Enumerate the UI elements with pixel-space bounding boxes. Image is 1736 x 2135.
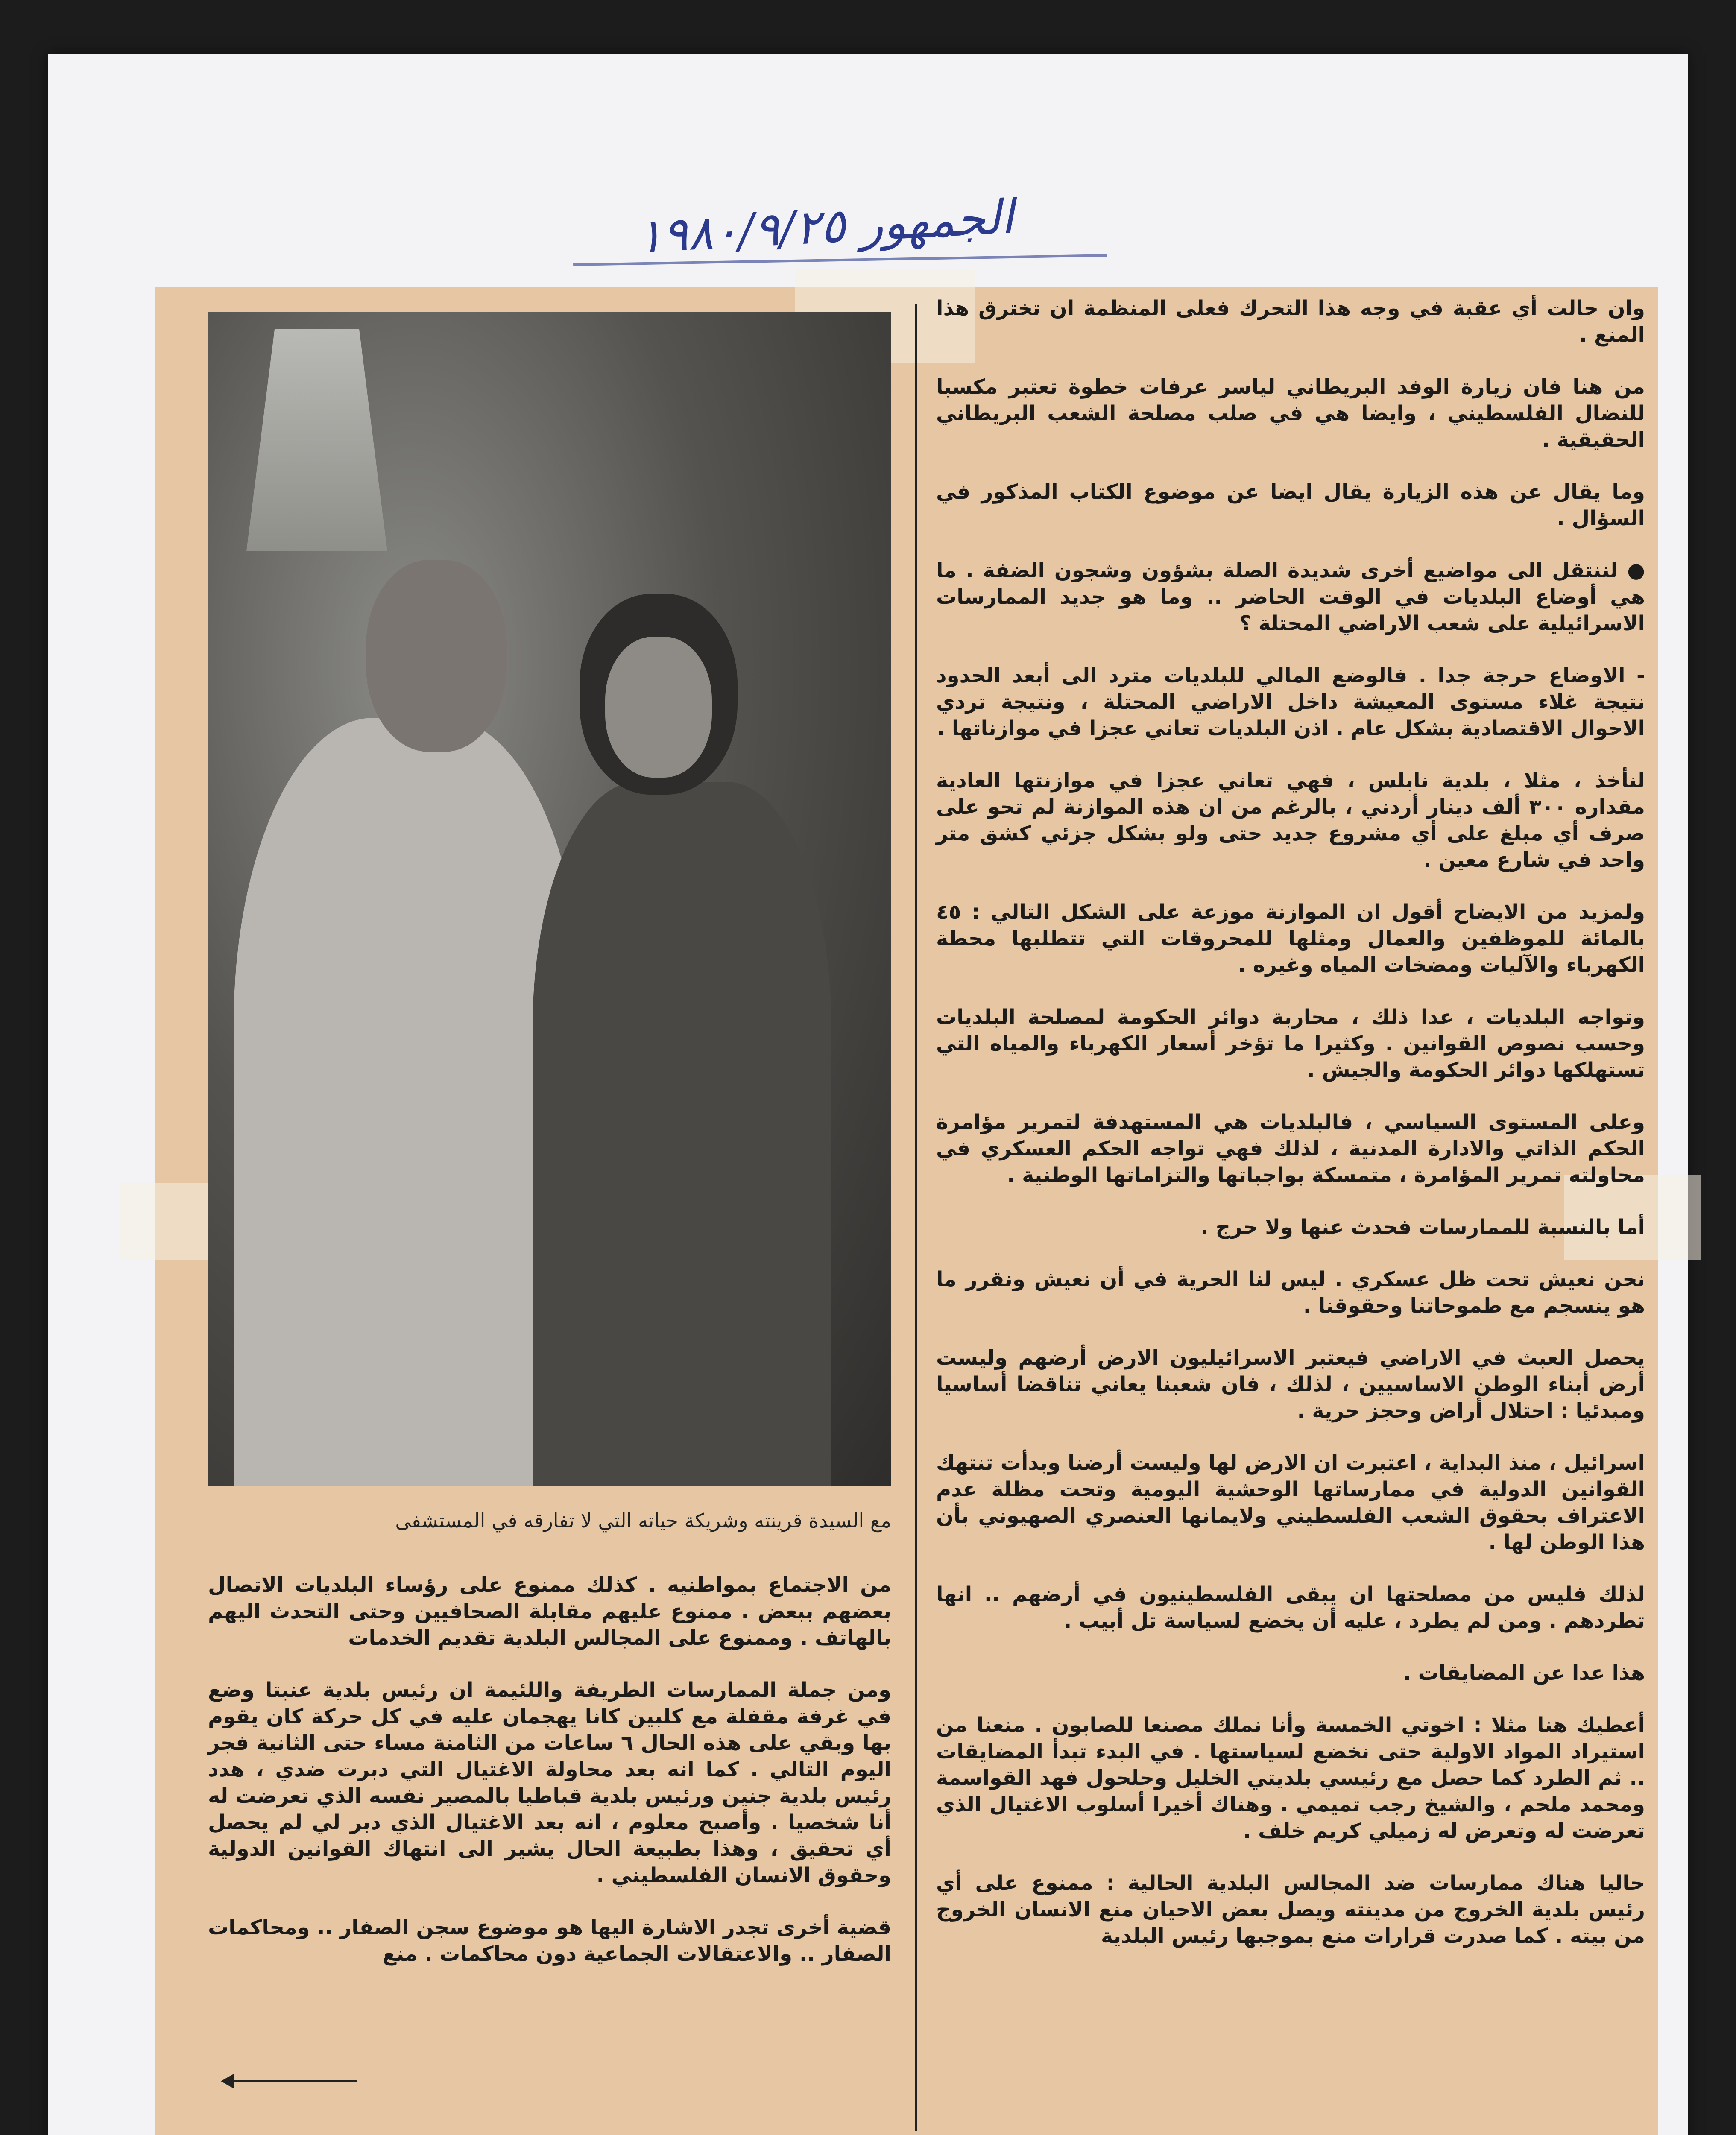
- woman-figure: [533, 782, 831, 1486]
- paragraph: لذلك فليس من مصلحتها ان يبقى الفلسطينيون في أرضهم .. انها تطردهم . ومن لم يطرد ، عليه أن يخضع لسياسة تل أبيب .: [936, 1582, 1645, 1633]
- paragraph: من الاجتماع بمواطنيه . كذلك ممنوع على رؤساء البلديات الاتصال بعضهم ببعض . ممنوع عليهم مقابلة الصحافيين وحتى التحدث اليهم بالهاتف . وممنوع على المجالس البلدية تقديم الخدمات: [208, 1573, 891, 1650]
- article-left-column: [208, 1572, 891, 1993]
- paragraph: قضية أخرى تجدر الاشارة اليها هو موضوع سجن الصفار .. ومحاكمات الصفار .. والاعتقالات الجماعية دون محاكمات . منع: [208, 1916, 891, 1966]
- woman-face: [605, 637, 712, 778]
- newspaper-clipping: [155, 287, 1658, 2135]
- paragraph: هذا عدا عن المضايقات .: [1403, 1661, 1645, 1685]
- column-divider: [915, 304, 917, 2131]
- paragraph: وتواجه البلديات ، عدا ذلك ، محاربة دوائر الحكومة لمصلحة البلديات وحسب نصوص القوانين . وكثيرا ما تؤخر أسعار الكهرباء والمياه التي تستهلكها دوائر الحكومة والجيش .: [936, 1005, 1645, 1082]
- man-figure: [234, 718, 584, 1486]
- archive-sheet: [48, 54, 1688, 2135]
- continue-arrow-icon: [229, 2080, 357, 2082]
- paragraph: لنأخذ ، مثلا ، بلدية نابلس ، فهي تعاني عجزا في موازنتها العادية مقداره ٣٠٠ ألف دينار أردني ، بالرغم من ان هذه الموازنة لم تحو على صرف أي مبلغ على أي مشروع جديد حتى ولو بشكل جزئي كشق متر واحد في شارع معين .: [936, 769, 1645, 872]
- paragraph: وان حالت أي عقبة في وجه هذا التحرك فعلى المنظمة ان تخترق هذا المنع .: [936, 296, 1645, 347]
- paragraph: ومن جملة الممارسات الطريفة واللئيمة ان رئيس بلدية عنبتا وضع في غرفة مقفلة مع كلبين كانا يهجمان عليه في كل حركة كان يقوم بها وبقي على هذه الحال ٦ ساعات من الثامنة مساء حتى الثانية فجر اليوم التالي . كما انه بعد محاولة الاغتيال التي دبرت ضدي ، هدد رئيس بلدية جنين ورئيس بلدية قباطيا بالمصير نفسه الذي تعرضت له أنا شخصيا . وأصبح معلوم ، انه بعد الاغتيال الذي دبر لي لم يحصل أي تحقيق ، وهذا بطبيعة الحال يشير الى انتهاك القوانين الدولية وحقوق الانسان الفلسطيني .: [208, 1678, 891, 1887]
- paragraph: حاليا هناك ممارسات ضد المجالس البلدية الحالية : ممنوع على أي رئيس بلدية الخروج من مدينته ويصل بعض الاحيان منع الانسان الخروج من بيته . كما صدرت قرارات منع بموجبها رئيس البلدية: [936, 1871, 1645, 1948]
- article-right-column: [936, 287, 1645, 1975]
- lamp-shade: [246, 329, 387, 551]
- paragraph: أما بالنسبة للممارسات فحدث عنها ولا حرج .: [1200, 1215, 1645, 1239]
- paragraph: أعطيك هنا مثلا : اخوتي الخمسة وأنا نملك مصنعا للصابون . منعنا من استيراد المواد الاولية حتى نخضع لسياستها . في البدء تبدأ المضايقات .. ثم الطرد كما حصل مع رئيسي بلديتي الخليل وحلحول فهد القواسمة ومحمد ملحم ، والشيخ رجب تميمي . وهناك أخيرا أسلوب الاغتيال الذي تعرضت له وتعرض له زميلي كريم خلف .: [936, 1713, 1645, 1843]
- paragraph: وعلى المستوى السياسي ، فالبلديات هي المستهدفة لتمرير مؤامرة الحكم الذاتي والادارة المدنية ، لذلك فهي تواجه الحكم العسكري في محاولته تمرير المؤامرة ، متمسكة بواجباتها والتزاماتها الوطنية .: [936, 1110, 1645, 1187]
- handwritten-date-top: الجمهور ١٩٨٠/٩/٢٥: [636, 189, 1015, 263]
- paragraph: من هنا فان زيارة الوفد البريطاني لياسر عرفات خطوة تعتبر مكسبا للنضال الفلسطيني ، وايضا هي في صلب مصلحة الشعب البريطاني الحقيقية .: [936, 375, 1645, 452]
- question-paragraph: ● لننتقل الى مواضيع أخرى شديدة الصلة بشؤون وشجون الضفة . ما هي أوضاع البلديات في الوقت الحاضر .. وما هو جديد الممارسات الاسرائيلية على شعب الاراضي المحتلة ؟: [936, 559, 1645, 635]
- paragraph: نحن نعيش تحت ظل عسكري . ليس لنا الحرية في أن نعيش ونقرر ما هو ينسجم مع طموحاتنا وحقوقنا .: [936, 1267, 1645, 1318]
- article-photo: [208, 312, 891, 1486]
- paragraph: ولمزيد من الايضاح أقول ان الموازنة موزعة على الشكل التالي : ٤٥ بالمائة للموظفين والعمال ومثلها للمحروقات التي تتطلبها محطة الكهرباء والآليات ومضخات المياه وغيره .: [936, 900, 1645, 977]
- man-head: [366, 560, 507, 752]
- paragraph: اسرائيل ، منذ البداية ، اعتبرت ان الارض لها وليست أرضنا وبدأت تنتهك القوانين الدولية في ممارساتها الوحشية اليومية وتحت مظلة عدم الاعتراف بحقوق الشعب الفلسطيني ولايمانها العنصري الصهيوني بأن هذا الوطن لها .: [936, 1451, 1645, 1554]
- photo-caption: مع السيدة قرينته وشريكة حياته التي لا تفارقه في المستشفى: [395, 1509, 891, 1532]
- paragraph: وما يقال عن هذه الزيارة يقال ايضا عن موضوع الكتاب المذكور في السؤال .: [936, 480, 1645, 530]
- paragraph: يحصل العبث في الاراضي فيعتبر الاسرائيليون الارض أرضهم وليست أرض أبناء الوطن الاساسيين ، لذلك ، فان شعبنا يعاني تناقضا أساسيا ومبدئيا : احتلال أراض وحجز حرية .: [936, 1346, 1645, 1423]
- paragraph: - الاوضاع حرجة جدا . فالوضع المالي للبلديات مترد الى أبعد الحدود نتيجة غلاء مستوى المعيشة داخل الاراضي المحتلة ، ونتيجة تردي الاحوال الاقتصادية بشكل عام . اذن البلديات تعاني عجزا في موازناتها .: [936, 664, 1645, 740]
